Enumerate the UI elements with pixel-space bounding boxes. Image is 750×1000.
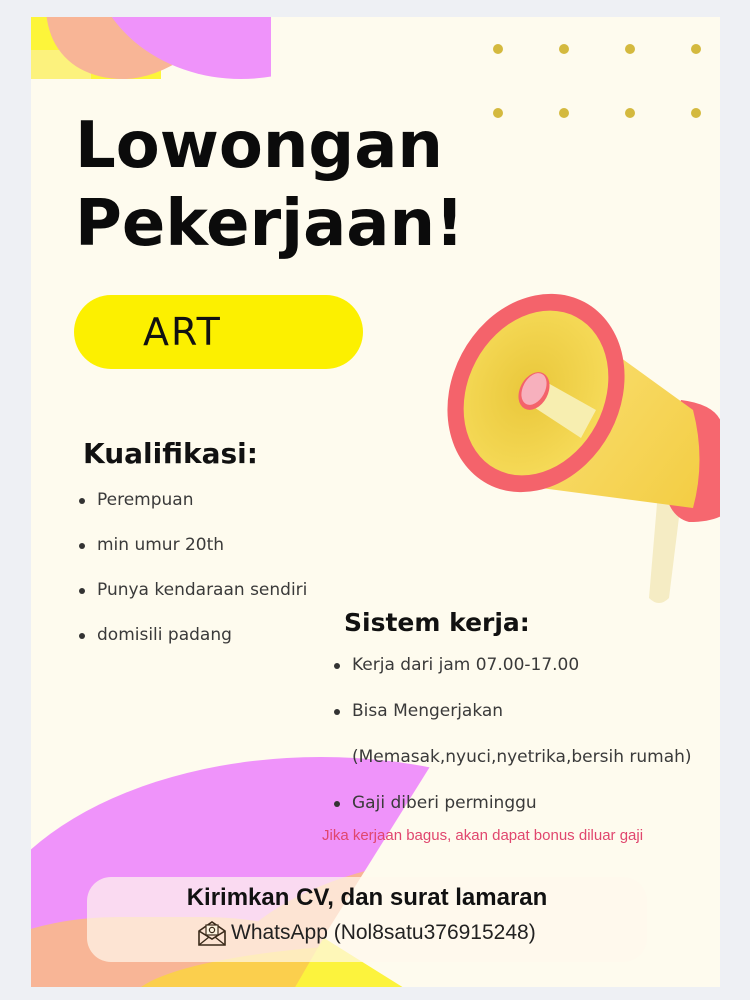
mail-envelope-icon (197, 919, 227, 947)
megaphone-icon (431, 260, 720, 610)
list-item: min umur 20th (77, 534, 307, 556)
qualifications-list (77, 489, 307, 669)
list-item: Perempuan (77, 489, 307, 511)
bonus-note: Jika kerjaan bagus, akan dapat bonus diluar gaji (322, 827, 644, 844)
poster-title (75, 107, 464, 263)
work-system-heading: Sistem kerja: (344, 608, 530, 637)
position-badge-label: ART (143, 310, 222, 354)
list-item: domisili padang (77, 624, 307, 646)
contact-banner-title: Kirimkan CV, dan surat lamaran (186, 884, 548, 911)
work-system-list (332, 654, 692, 838)
title-line-2: Pekerjaan! (75, 187, 465, 261)
job-poster (31, 17, 720, 987)
qualifications-heading: Kualifikasi: (83, 437, 258, 470)
list-item: Punya kendaraan sendiri (77, 579, 307, 601)
position-badge (74, 295, 363, 369)
title-line-1: Lowongan (75, 109, 443, 183)
contact-line (197, 919, 536, 947)
list-item: Gaji diberi perminggu (332, 792, 692, 814)
whatsapp-contact: WhatsApp (Nol8satu376915248) (231, 921, 536, 944)
contact-banner (87, 877, 647, 962)
decorative-dot-grid (493, 44, 703, 119)
list-item: Bisa Mengerjakan (332, 700, 692, 722)
decorative-blob-top-left (31, 17, 271, 79)
list-item-detail: (Memasak,nyuci,nyetrika,bersih rumah) (352, 747, 692, 767)
list-item: Kerja dari jam 07.00-17.00 (332, 654, 692, 676)
